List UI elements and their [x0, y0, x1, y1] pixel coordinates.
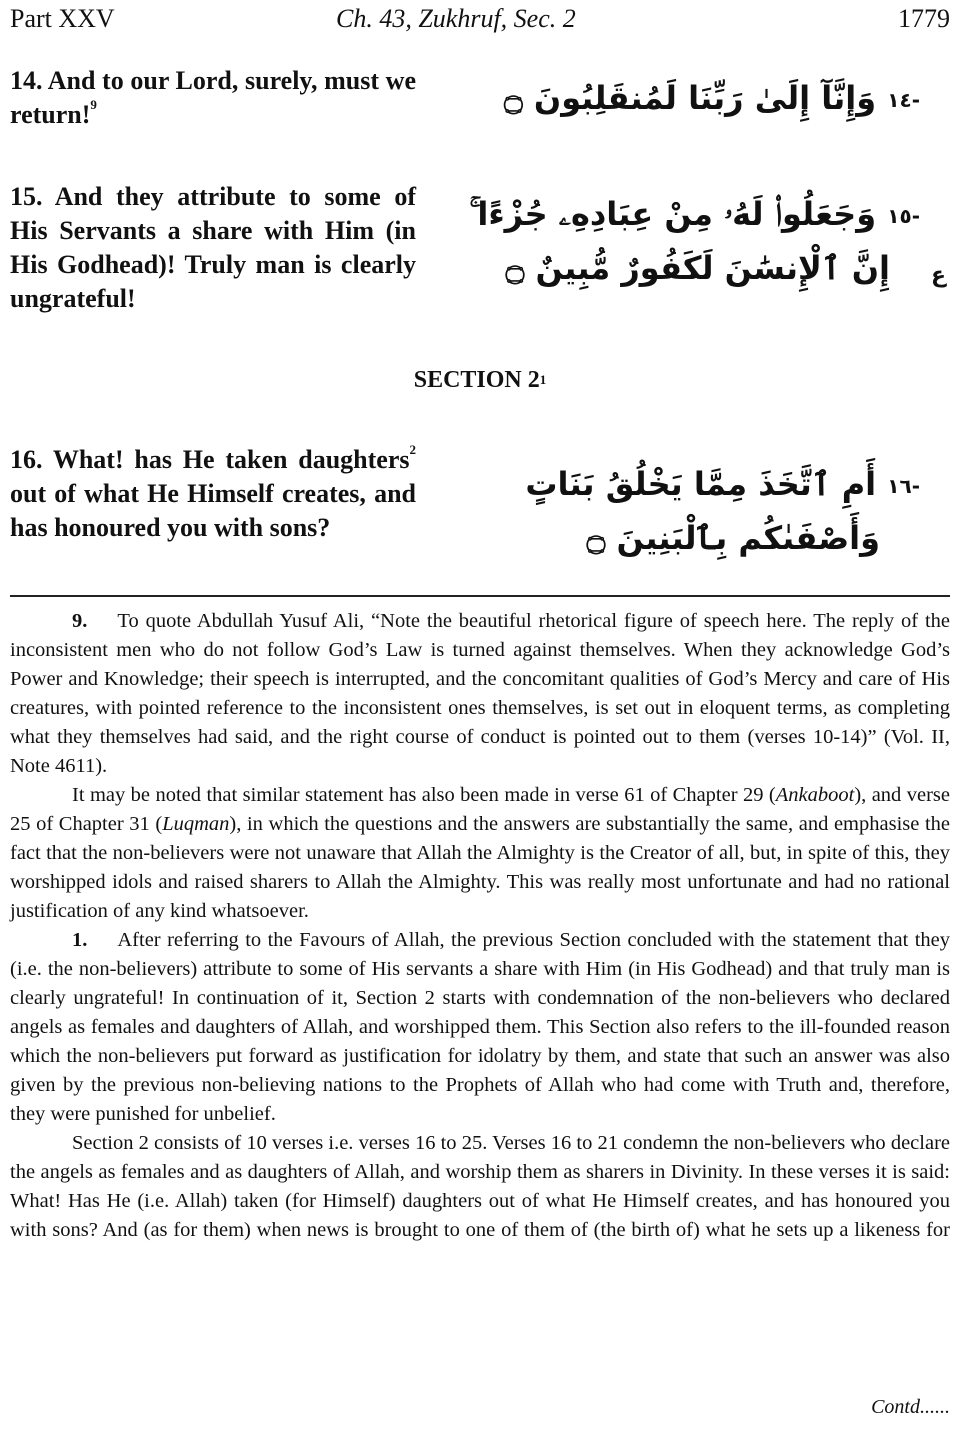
- arabic-line: وَأَصْفَىٰكُم بِٱلْبَنِينَ ۝: [586, 519, 880, 557]
- ruku-margin-mark: ع: [930, 263, 946, 288]
- arabic-line: إِنَّ ٱلْإِنسَٰنَ لَكَفُورٌ مُّبِينٌ ۝: [505, 249, 890, 287]
- footnote-ref: 9: [90, 97, 97, 112]
- note-1: [10, 926, 950, 1129]
- footnotes: [10, 607, 950, 1245]
- verse-16-english: [10, 443, 416, 545]
- note-number: 9.: [72, 610, 88, 632]
- footnote-ref: 1: [539, 372, 547, 387]
- chapter-name: Luqman: [162, 813, 230, 835]
- footnote-divider: [10, 595, 950, 597]
- verse-14-arabic: [504, 72, 920, 126]
- arabic-line: وَإِنَّآ إِلَىٰ رَبِّنَا لَمُنقَلِبُونَ ۝: [503, 79, 877, 117]
- note-1-paragraph-2: Section 2 consists of 10 verses i.e. verses 16 to 25. Verses 16 to 21 condemn the non-believers who declare the angels as females and as daughters of Allah, and worship them as sharers in Divinity. In these verses it is said: What! Has He (i.e. Allah) taken (for Himself) daughters out of what He Himself creates, and has honoured you with sons? And (as for them) when news is brought to one of them of (the birth of) what he sets up a likeness for: [10, 1132, 950, 1241]
- note-text: To quote Abdullah Yusuf Ali, “Note the beautiful rhetorical figure of speech here. The reply of the inconsistent men who do not follow God’s Law is turned against themselves. When they acknowledge God’s Power and Knowledge; their speech is interrupted, and the concomitant qualities of God’s Mercy and care of His creatures, with pointed reference to the inconsistent ones themselves, is set out in eloquent terms, as completing what they themselves had said, and the right course of conduct is pointed out to them (verses 10-14)” (Vol. II, Note 4611).: [10, 610, 950, 777]
- verse-number-arabic: -١٦: [887, 474, 920, 498]
- verse-14-english: [10, 64, 416, 132]
- section-title: SECTION $2^1$: [413, 367, 547, 393]
- verse-text: 14. And to our Lord, surely, must we return!: [10, 66, 416, 129]
- note-9-paragraph-2: It may be noted that similar statement has also been made in verse 61 of Chapter 29 (Ankaboot), and verse 25 of Chapter 31 (Luqman), in which the questions and the answers are substantially the same, and emphasise the fact that the non-believers were not unaware that Allah the Almighty is the Creator of all, but, in spite of this, they worshipped idols and raised sharers to Allah the Almighty. This was really most unfortunate and had no rational justification of any kind whatsoever.: [10, 784, 950, 922]
- verse-text: 16. What! has He taken daughters: [10, 445, 410, 474]
- chapter-title: Ch. 43, Zukhruf, Sec. 2: [336, 4, 576, 33]
- continued-label: Contd......: [871, 1396, 950, 1418]
- page-number: 1779: [898, 4, 950, 33]
- verse-15-english: [10, 180, 416, 316]
- chapter-name: Ankaboot: [775, 784, 855, 806]
- arabic-line: وَجَعَلُوا۟ لَهُۥ مِنْ عِبَادِهِۦ جُزْءًا ۚ: [469, 195, 877, 233]
- part-label: Part XXV: [10, 4, 115, 33]
- note-number: 1.: [72, 929, 88, 951]
- verse-text: 15. And they attribute to some of His Servants a share with Him (in His Godhead)! Truly man is clearly ungrateful!: [10, 182, 416, 313]
- note-text: After referring to the Favours of Allah, the previous Section concluded with the statement that they (i.e. the non-believers) attribute to some of His servants a share with Him (in His Godhead) and that truly man is clearly ungrateful! In continuation of it, Section 2 starts with condemnation of the non-believers who declared angels as females and daughters of Allah, and worshipped them. This Section also refers to the ill-founded reason which the non-believers put forward as justification for idolatry by them, and state that such an answer was also given by the previous non-believing nations to the Prophets of Allah who had come with Truth and, therefore, they were punished for unbelief.: [10, 929, 950, 1125]
- verse-number-arabic: -١٤: [887, 88, 920, 112]
- page-header: [10, 4, 950, 34]
- verse-16-arabic: [525, 458, 920, 564]
- footnote-ref: 2: [409, 442, 416, 457]
- verse-15-arabic: [469, 188, 920, 294]
- note-9: [10, 607, 950, 781]
- verse-text: out of what He Himself creates, and has honoured you with sons?: [10, 479, 416, 542]
- verse-number-arabic: -١٥: [887, 204, 920, 228]
- arabic-line: أَمِ ٱتَّخَذَ مِمَّا يَخْلُقُ بَنَاتٍ: [525, 465, 877, 503]
